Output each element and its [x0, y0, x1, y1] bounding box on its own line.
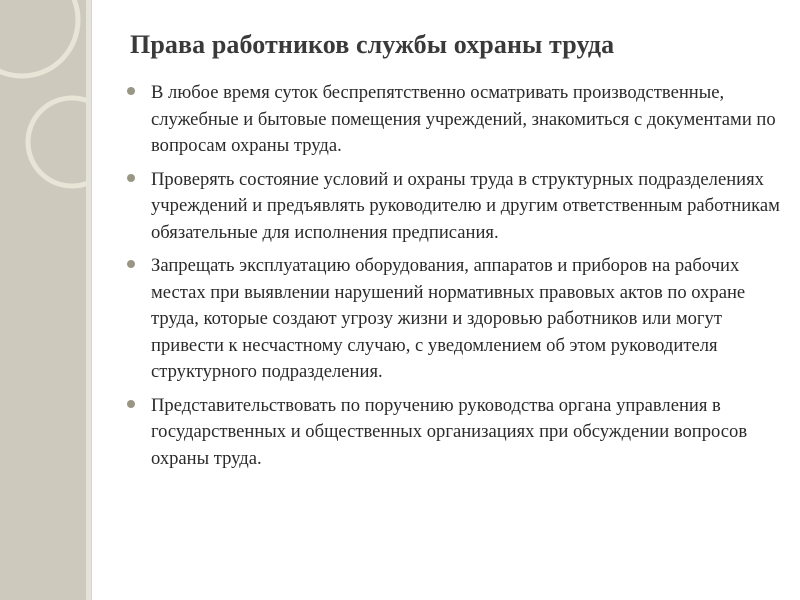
bullet-icon [127, 174, 135, 182]
bullet-icon [127, 260, 135, 268]
side-panel-edge-line [91, 0, 92, 600]
bullet-text: Запрещать эксплуатацию оборудования, аппаратов и приборов на рабочих местах при выявлении нарушений нормативных правовых актов по охране труда, которые создают угрозу жизни и здоровью работников или могут привести к несчастному случаю, с уведомлением об этом руководителя структурного подразделения. [151, 255, 746, 382]
ring-decoration-small [28, 98, 86, 186]
bullet-item [127, 393, 782, 473]
bullet-item [127, 253, 782, 386]
bullet-text: В любое время суток беспрепятственно осматривать производственные, служебные и бытовые помещения учреждений, знакомиться с документами по вопросам охраны труда. [151, 82, 776, 156]
slide-title: Права работников службы охраны труда [130, 30, 615, 59]
bullet-icon [127, 400, 135, 408]
bullet-list [127, 80, 782, 479]
ring-decoration-large [0, 0, 78, 76]
side-panel [0, 0, 86, 600]
bullet-item [127, 80, 782, 160]
ring-decorations [0, 0, 86, 600]
bullet-item [127, 167, 782, 247]
bullet-text: Представительствовать по поручению руководства органа управления в государственных и общественных организациях при обсуждении вопросов охраны труда. [151, 394, 748, 469]
bullet-text: Проверять состояние условий и охраны труда в структурных подразделениях учреждений и предъявлять руководителю и другим ответственным работникам обязательные для исполнения предписания. [151, 168, 780, 243]
bullet-icon [127, 87, 135, 95]
